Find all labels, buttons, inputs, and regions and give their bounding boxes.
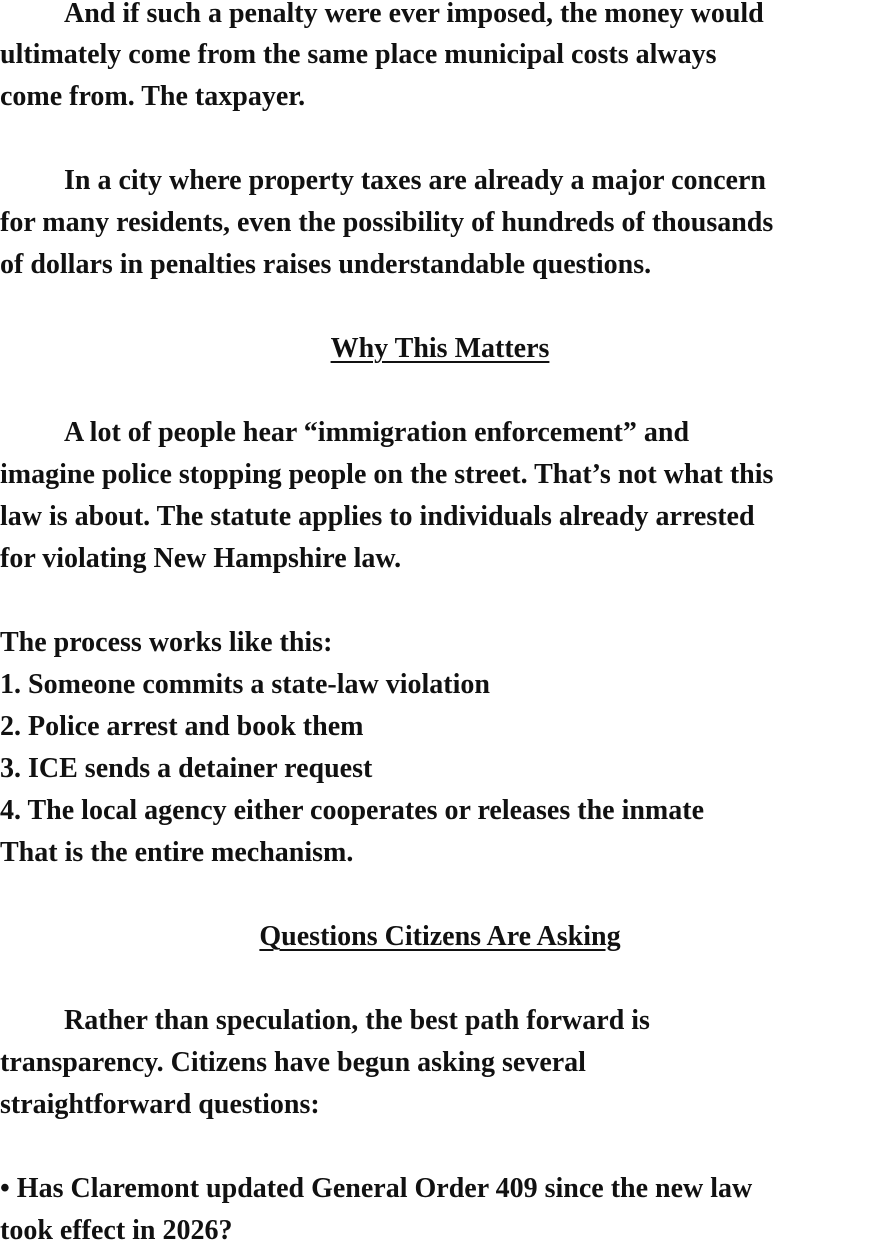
process-step-2: 2. Police arrest and book them	[0, 711, 364, 742]
paragraph-3-line-1: A lot of people hear “immigration enforcement” and	[64, 417, 690, 448]
paragraph-3-line-4: for violating New Hampshire law.	[0, 543, 402, 574]
process-step-1: 1. Someone commits a state-law violation	[0, 669, 490, 700]
process-step-3: 3. ICE sends a detainer request	[0, 753, 373, 784]
bullet-question-1-line-2: took effect in 2026?	[0, 1215, 233, 1243]
paragraph-4-line-2: transparency. Citizens have begun asking several	[0, 1047, 586, 1078]
section-heading-why-this-matters: Why This Matters	[330, 333, 550, 364]
process-conclusion: That is the entire mechanism.	[0, 837, 354, 868]
paragraph-4-line-3: straightforward questions:	[0, 1089, 320, 1120]
paragraph-2-line-1: In a city where property taxes are already a major concern	[64, 165, 766, 196]
paragraph-2-line-2: for many residents, even the possibility of hundreds of thousands	[0, 207, 774, 238]
section-heading-questions-citizens: Questions Citizens Are Asking	[259, 921, 621, 952]
paragraph-1-line-2: ultimately come from the same place municipal costs always	[0, 39, 717, 70]
paragraph-3-line-3: law is about. The statute applies to individuals already arrested	[0, 501, 755, 532]
paragraph-1-line-3: come from. The taxpayer.	[0, 81, 306, 112]
paragraph-2-line-3: of dollars in penalties raises understandable questions.	[0, 249, 652, 280]
paragraph-1-line-1: And if such a penalty were ever imposed, the money would	[64, 0, 764, 29]
process-intro: The process works like this:	[0, 627, 333, 658]
bullet-question-1-line-1: • Has Claremont updated General Order 409 since the new law	[0, 1173, 753, 1204]
paragraph-4-line-1: Rather than speculation, the best path forward is	[64, 1005, 650, 1036]
process-step-4: 4. The local agency either cooperates or releases the inmate	[0, 795, 704, 826]
paragraph-3-line-2: imagine police stopping people on the street. That’s not what this	[0, 459, 774, 490]
